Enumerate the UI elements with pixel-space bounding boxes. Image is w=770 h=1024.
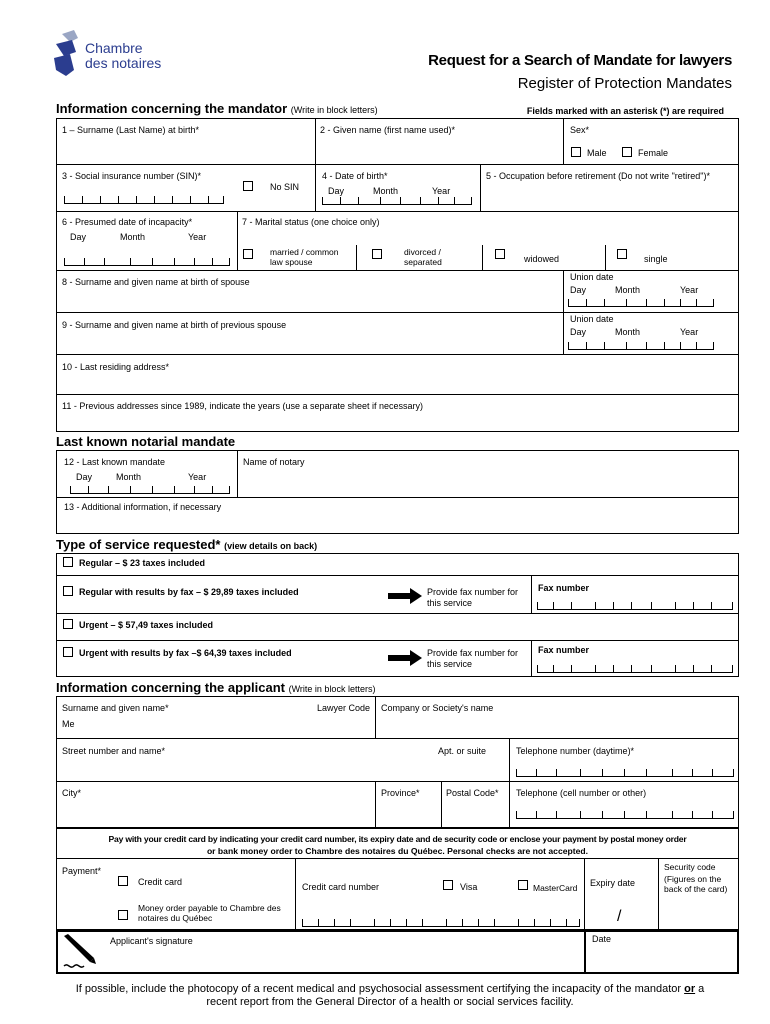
pen-icon <box>60 932 106 972</box>
apt-input[interactable] <box>436 758 506 778</box>
field-address-label: 10 - Last residing address* <box>62 362 170 372</box>
field-spouse-label: 8 - Surname and given name at birth of spouse <box>62 277 250 287</box>
visa-label: Visa <box>460 882 478 892</box>
married-label: married / common law spouse <box>270 247 339 267</box>
divorced-label: divorced / separated <box>404 247 442 267</box>
mastercard-checkbox[interactable] <box>518 880 528 890</box>
female-checkbox[interactable] <box>622 147 632 157</box>
section-service-note: (view details on back) <box>224 541 318 551</box>
field-sin-label: 3 - Social insurance number (SIN)* <box>62 171 202 181</box>
widowed-label: widowed <box>524 254 560 264</box>
dob-input[interactable] <box>322 198 472 205</box>
applicant-surname-label: Surname and given name* <box>62 703 169 713</box>
section-applicant-title <box>56 680 375 695</box>
street-label: Street number and name* <box>62 746 166 756</box>
page-title: Request for a Search of Mandate for lawyers <box>428 52 732 69</box>
tel-day-input[interactable] <box>516 770 734 777</box>
field-address-input[interactable] <box>60 374 734 392</box>
provide-fax-label-2: Provide fax number for this service <box>427 648 519 669</box>
regular-fax-label: Regular with results by fax – $ 29,89 taxes included <box>79 587 299 597</box>
union-day-label: Day <box>570 285 587 295</box>
notary-name-label: Name of notary <box>243 457 305 467</box>
footer-text-a: If possible, include the photocopy of a recent medical and psychosocial assessment certifying the incapacity of the mandator <box>75 983 685 995</box>
union-date-label: Union date <box>570 272 614 282</box>
cc-number-input[interactable] <box>302 920 580 927</box>
tel-cell-input[interactable] <box>516 812 734 819</box>
section-service-heading: Type of service requested* <box>56 537 221 552</box>
payment-note-line2: or bank money order to Chambre des notaires du Québec. Personal checks are not accepted. <box>206 846 589 856</box>
section-applicant-note: (Write in block letters) <box>288 684 376 694</box>
incapacity-year-label: Year <box>188 232 207 242</box>
province-label: Province* <box>381 788 420 798</box>
provide-fax-label: Provide fax number for this service <box>427 587 519 608</box>
tel-day-label: Telephone number (daytime)* <box>516 746 635 756</box>
lawyer-code-input[interactable] <box>317 715 372 735</box>
mandate-date-input[interactable] <box>70 487 230 494</box>
no-sin-label: No SIN <box>270 182 300 192</box>
mandate-month-label: Month <box>116 472 142 482</box>
male-label: Male <box>587 148 607 158</box>
logo-line1: Chambre <box>85 40 143 56</box>
field-surname-label: 1 – Surname (Last Name) at birth* <box>62 125 200 135</box>
expiry-label: Expiry date <box>590 878 636 888</box>
expiry-input[interactable] <box>588 905 654 927</box>
no-sin-checkbox[interactable] <box>243 181 253 191</box>
fax-number-label: Fax number <box>538 583 590 593</box>
section-mandator-heading: Information concerning the mandator <box>56 101 288 116</box>
field-prev-spouse-label: 9 - Surname and given name at birth of previous spouse <box>62 320 287 330</box>
urgent-checkbox[interactable] <box>63 619 73 629</box>
prev-union-date-input[interactable] <box>568 343 714 350</box>
regular-checkbox[interactable] <box>63 557 73 567</box>
credit-card-checkbox[interactable] <box>118 876 128 886</box>
security-code-note: (Figures on the back of the card) <box>664 874 728 894</box>
field-surname-input[interactable] <box>60 138 310 160</box>
lawyer-code-label: Lawyer Code <box>317 703 371 713</box>
union-month-label: Month <box>615 285 641 295</box>
credit-card-label: Credit card <box>138 877 183 887</box>
dob-year-label: Year <box>432 186 451 196</box>
street-input[interactable] <box>60 758 430 778</box>
field-prev-addresses-label: 11 - Previous addresses since 1989, indicate the years (use a separate sheet if necessary) <box>62 401 424 411</box>
signature-input[interactable] <box>110 950 580 972</box>
logo-line2: des notaires <box>85 55 162 71</box>
company-label: Company or Society's name <box>381 703 494 713</box>
cc-number-label: Credit card number <box>302 882 380 892</box>
arrow-right-icon-2 <box>388 650 422 666</box>
city-label: City* <box>62 788 82 798</box>
payment-note-line1: Pay with your credit card by indicating your credit card number, its expiry date and de security code or enclose your payment by postal money order <box>108 834 687 844</box>
section-mandator-note: (Write in block letters) <box>290 105 378 115</box>
notary-name-input[interactable] <box>242 470 734 494</box>
field-given-name-input[interactable] <box>318 138 558 160</box>
expiry-slash: / <box>617 908 622 925</box>
required-note: Fields marked with an asterisk (*) are required <box>526 106 724 116</box>
union-year-label: Year <box>680 285 699 295</box>
logo <box>52 30 172 80</box>
urgent-fax-label: Urgent with results by fax –$ 64,39 taxes included <box>79 648 292 658</box>
money-order-label: Money order payable to Chambre des notaires du Québec <box>138 903 281 923</box>
sex-label: Sex* <box>570 125 590 135</box>
single-checkbox[interactable] <box>617 249 627 259</box>
postal-input[interactable] <box>446 800 506 824</box>
section-service-title <box>56 537 317 552</box>
prev-union-year-label: Year <box>680 327 699 337</box>
money-order-checkbox[interactable] <box>118 910 128 920</box>
applicant-me-label: Me <box>62 719 75 729</box>
incapacity-day-label: Day <box>70 232 87 242</box>
chambre-logo-icon <box>52 30 86 78</box>
date-input[interactable] <box>590 948 736 972</box>
regular-fax-checkbox[interactable] <box>63 586 73 596</box>
field-marital-label: 7 - Marital status (one choice only) <box>242 217 380 227</box>
fax-number-label-2: Fax number <box>538 645 590 655</box>
field-additional-info-input[interactable] <box>60 514 734 532</box>
section-applicant-heading: Information concerning the applicant <box>56 680 285 695</box>
postal-label: Postal Code* <box>446 788 499 798</box>
field-prev-addresses-input[interactable] <box>60 413 734 430</box>
arrow-right-icon <box>388 588 422 604</box>
field-occupation-label: 5 - Occupation before retirement (Do not write "retired")* <box>486 171 710 181</box>
signature-label: Applicant's signature <box>110 936 193 946</box>
footer-text-b: a <box>695 983 705 995</box>
footer-note-line2: recent report from the General Director of a health or social services facility. <box>206 996 574 1008</box>
apt-label: Apt. or suite <box>438 746 487 756</box>
security-code-label: Security code <box>664 862 716 872</box>
mandate-year-label: Year <box>188 472 207 482</box>
mandate-day-label: Day <box>76 472 93 482</box>
security-code-input[interactable] <box>662 900 736 928</box>
sin-input[interactable] <box>64 197 224 204</box>
province-input[interactable] <box>380 800 438 824</box>
field-given-name-label: 2 - Given name (first name used)* <box>320 125 456 135</box>
section-notarial-title: Last known notarial mandate <box>56 434 236 449</box>
field-spouse-input[interactable] <box>60 289 558 309</box>
urgent-fax-number-input[interactable] <box>537 666 733 673</box>
regular-label: Regular – $ 23 taxes included <box>79 558 206 568</box>
mastercard-label: MasterCard <box>533 883 578 893</box>
dob-day-label: Day <box>328 186 345 196</box>
field-additional-info-label: 13 - Additional information, if necessary <box>64 502 222 512</box>
applicant-surname-input[interactable] <box>78 715 314 735</box>
field-dob-label: 4 - Date of birth* <box>322 171 388 181</box>
field-incapacity-label: 6 - Presumed date of incapacity* <box>62 217 193 227</box>
section-mandator-title <box>56 101 378 116</box>
date-label: Date <box>592 934 612 944</box>
single-label: single <box>644 254 668 264</box>
incapacity-date-input[interactable] <box>64 259 230 266</box>
dob-month-label: Month <box>373 186 399 196</box>
male-checkbox[interactable] <box>571 147 581 157</box>
married-checkbox[interactable] <box>243 249 253 259</box>
prev-union-day-label: Day <box>570 327 587 337</box>
tel-cell-label: Telephone (cell number or other) <box>516 788 647 798</box>
field-occupation-input[interactable] <box>484 184 734 208</box>
footer-or: or <box>684 983 696 995</box>
footer-note-line1 <box>40 983 740 995</box>
prev-union-month-label: Month <box>615 327 641 337</box>
page-subtitle: Register of Protection Mandates <box>517 75 732 92</box>
field-prev-spouse-input[interactable] <box>60 332 558 352</box>
company-input[interactable] <box>380 715 734 735</box>
field-last-mandate-label: 12 - Last known mandate <box>64 457 166 467</box>
urgent-fax-checkbox[interactable] <box>63 647 73 657</box>
regular-fax-number-input[interactable] <box>537 603 733 610</box>
payment-label: Payment* <box>62 866 102 876</box>
incapacity-month-label: Month <box>120 232 146 242</box>
city-input[interactable] <box>60 800 370 824</box>
prev-union-date-label: Union date <box>570 314 614 324</box>
visa-checkbox[interactable] <box>443 880 453 890</box>
union-date-input[interactable] <box>568 300 714 307</box>
female-label: Female <box>638 148 669 158</box>
urgent-label: Urgent – $ 57,49 taxes included <box>79 620 214 630</box>
widowed-checkbox[interactable] <box>495 249 505 259</box>
divorced-checkbox[interactable] <box>372 249 382 259</box>
